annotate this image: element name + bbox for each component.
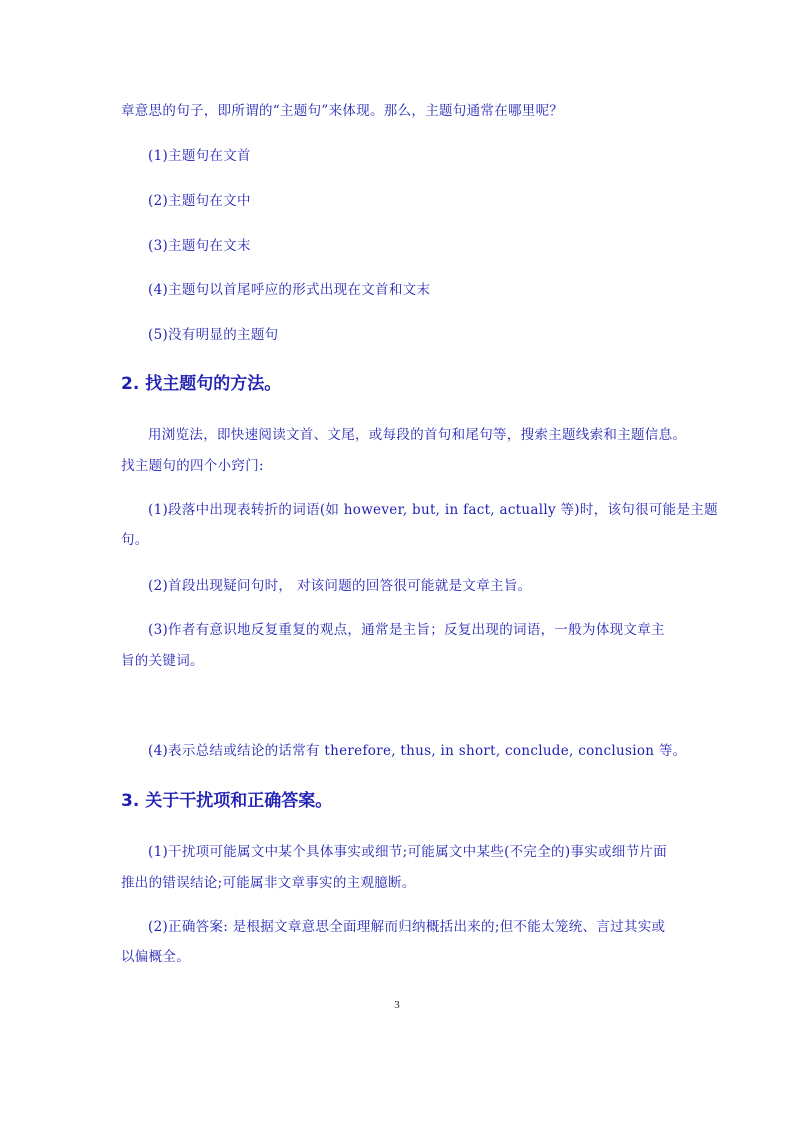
section-heading-3: 3. 关于干扰项和正确答案。 <box>121 791 333 811</box>
tip-line: 句。 <box>121 532 149 548</box>
tip-line: (4)表示总结或结论的话常有 therefore, thus, in short, conclude, conclusion 等。 <box>148 743 687 759</box>
position-item: (3)主题句在文末 <box>148 238 251 254</box>
tip-line: (3)作者有意识地反复重复的观点，通常是主旨；反复出现的词语，一般为体现文章主 <box>148 622 665 638</box>
paragraph-line: 找主题句的四个小窍门: <box>121 458 264 474</box>
page-number: 3 <box>394 999 400 1011</box>
tip-line: (2)首段出现疑问句时， 对该问题的回答很可能就是文章主旨。 <box>148 578 532 594</box>
position-item: (4)主题句以首尾呼应的形式出现在文首和文末 <box>148 282 431 298</box>
section-heading-2: 2. 找主题句的方法。 <box>121 374 282 394</box>
tip-line: 旨的关键词。 <box>121 653 204 669</box>
answer-line: (1)干扰项可能属文中某个具体事实或细节;可能属文中某些(不完全的)事实或细节片面 <box>148 844 668 860</box>
answer-line: 推出的错误结论;可能属非文章事实的主观臆断。 <box>121 875 416 891</box>
position-item: (5)没有明显的主题句 <box>148 327 279 343</box>
answer-line: 以偏概全。 <box>121 949 190 965</box>
position-item: (1)主题句在文首 <box>148 148 251 164</box>
paragraph-line: 用浏览法，即快速阅读文首、文尾，或每段的首句和尾句等，搜索主题线索和主题信息。 <box>148 427 687 443</box>
intro-line: 章意思的句子，即所谓的“主题句”来体现。那么，主题句通常在哪里呢？ <box>121 103 564 119</box>
tip-line: (1)段落中出现表转折的词语(如 however, but, in fact, actually 等)时，该句很可能是主题 <box>148 502 718 518</box>
answer-line: (2)正确答案: 是根据文章意思全面理解而归纳概括出来的;但不能太笼统、言过其实或 <box>148 919 666 935</box>
position-item: (2)主题句在文中 <box>148 193 251 209</box>
